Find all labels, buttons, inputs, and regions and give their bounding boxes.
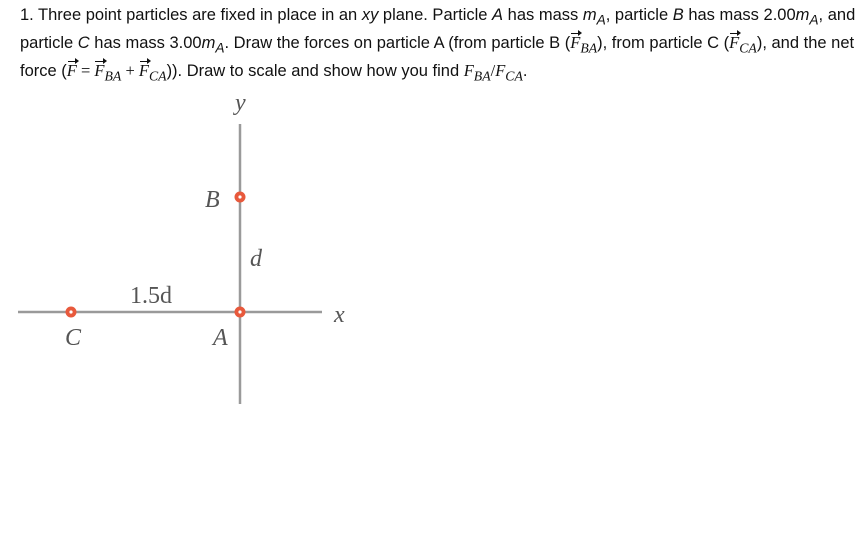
label-particle-a: A — [213, 325, 228, 351]
distance-ac-label: 1.5d — [130, 283, 172, 309]
x-axis-label: x — [334, 302, 345, 328]
distance-ab-label: d — [250, 246, 262, 272]
problem-statement: 1. Three point particles are fixed in place in an xy plane. Particle A has mass $m_A$, particle B has mass $2.00m_A$, and particle C has mass $3.00m_A$. Draw the forces on particle A (from particle B $(F_{BA})$, from particle C $(F_{CA})$, and the net force $(F = F_{BA} + F_{CA})$). Draw to scale and show how you find $F_{BA}/F_{CA}$. — [20, 6, 856, 83]
particle-c — [66, 307, 77, 318]
y-axis-label: y — [235, 90, 246, 116]
label-particle-c: C — [65, 325, 82, 351]
particle-b — [235, 192, 246, 203]
particle-a — [235, 307, 246, 318]
label-particle-b: B — [205, 187, 220, 213]
